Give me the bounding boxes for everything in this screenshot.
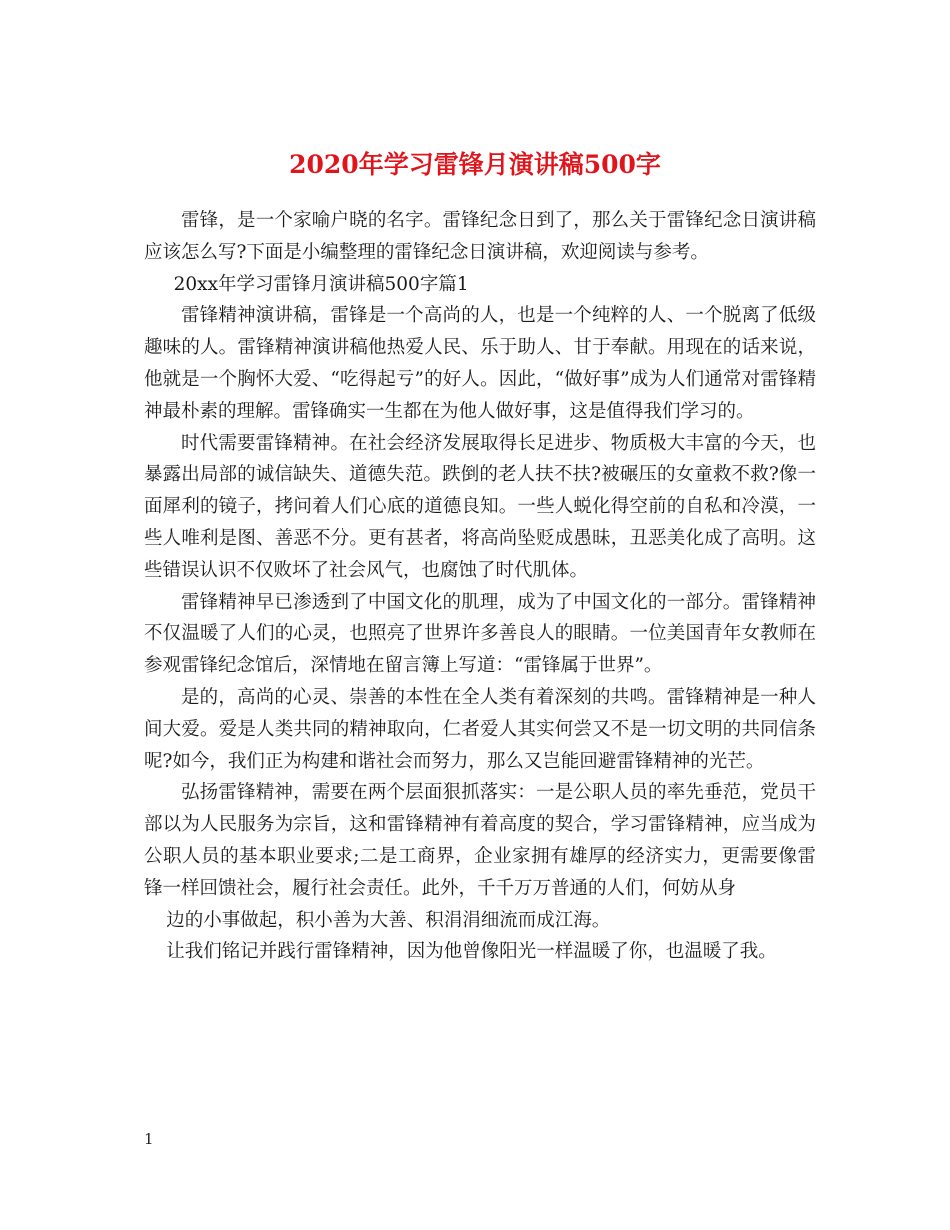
document-title: 2020年学习雷锋月演讲稿500字 — [289, 149, 661, 179]
paragraph-continuation: 边的小事做起，积小善为大善、积涓涓细流而成江海。 — [166, 909, 611, 931]
paragraph: 是的，高尚的心灵、崇善的本性在全人类有着深刻的共鸣。雷锋精神是一种人间大爱。爱是人类共同的精神取向，仁者爱人其实何尝又不是一切文明的共同信条呢?如今，我们正为构建和谐社会而努力，那么又岂能回避雷锋精神的光芒。 — [144, 686, 816, 772]
paragraph-intro: 雷锋，是一个家喻户晓的名字。雷锋纪念日到了，那么关于雷锋纪念日演讲稿应该怎么写?下面是小编整理的雷锋纪念日演讲稿，欢迎阅读与参考。 — [144, 210, 816, 263]
page-number: 1 — [144, 1130, 154, 1148]
paragraph: 雷锋精神演讲稿，雷锋是一个高尚的人，也是一个纯粹的人、一个脱离了低级趣味的人。雷锋精神演讲稿他热爱人民、乐于助人、甘于奉献。用现在的话来说，他就是一个胸怀大爱、“吃得起亏”的好人。因此，“做好事”成为人们通常对雷锋精神最朴素的理解。雷锋确实一生都在为他人做好事，这是值得我们学习的。 — [144, 305, 816, 422]
paragraph: 时代需要雷锋精神。在社会经济发展取得长足进步、物质极大丰富的今天，也暴露出局部的诚信缺失、道德失范。跌倒的老人扶不扶?被碾压的女童救不救?像一面犀利的镜子，拷问着人们心底的道德良知。一些人蜕化得空前的自私和冷漠，一些人唯利是图、善恶不分。更有甚者，将高尚坠贬成愚昧，丑恶美化成了高明。这些错误认识不仅败坏了社会风气，也腐蚀了时代肌体。 — [144, 432, 816, 581]
section-heading: 20xx年学习雷锋月演讲稿500字篇1 — [173, 273, 469, 295]
paragraph: 雷锋精神早已渗透到了中国文化的肌理，成为了中国文化的一部分。雷锋精神不仅温暖了人们的心灵，也照亮了世界许多善良人的眼睛。一位美国青年女教师在参观雷锋纪念馆后，深情地在留言簿上写道：“雷锋属于世界”。 — [144, 591, 816, 677]
paragraph-closing: 让我们铭记并践行雷锋精神，因为他曾像阳光一样温暖了你，也温暖了我。 — [166, 941, 777, 963]
document-body — [144, 205, 816, 968]
paragraph: 弘扬雷锋精神，需要在两个层面狠抓落实：一是公职人员的率先垂范，党员干部以为人民服务为宗旨，这和雷锋精神有着高度的契合，学习雷锋精神，应当成为公职人员的基本职业要求;二是工商界，企业家拥有雄厚的经济实力，更需要像雷锋一样回馈社会，履行社会责任。此外，千千万万普通的人们，何妨从身 — [144, 782, 816, 899]
